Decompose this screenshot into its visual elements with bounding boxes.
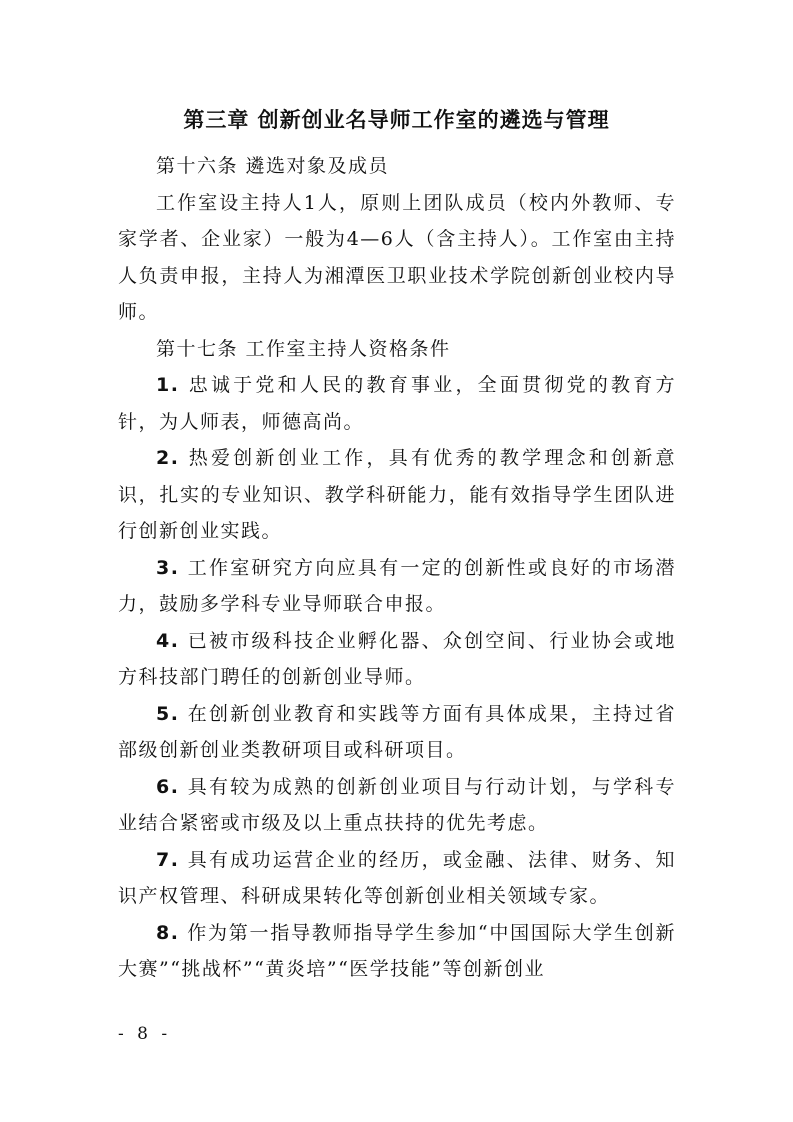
page-number: - 8 - <box>118 1024 172 1044</box>
article16-text: 工作室设主持人1人，原则上团队成员（校内外教师、专家学者、企业家）一般为4—6人（含主持人）。工作室由主持人负责申报，主持人为湘潭医卫职业技术学院创新创业校内导师。 <box>118 191 676 323</box>
article17-item-1 <box>118 367 676 440</box>
item-number: 4. <box>156 629 180 652</box>
item-number: 6. <box>156 775 180 798</box>
article16-heading: 第十六条 遴选对象及成员 <box>156 155 390 177</box>
article17-item-7 <box>118 842 676 915</box>
article17-item-2 <box>118 440 676 550</box>
item-text: 在创新创业教育和实践等方面有具体成果，主持过省部级创新创业类教研项目或科研项目。 <box>118 702 676 761</box>
item-text: 已被市级科技企业孵化器、众创空间、行业协会或地方科技部门聘任的创新创业导师。 <box>118 629 676 688</box>
document-body <box>118 148 676 988</box>
item-text: 热爱创新创业工作，具有优秀的教学理念和创新意识，扎实的专业知识、教学科研能力，能有效指导学生团队进行创新创业实践。 <box>118 447 676 542</box>
item-number: 8. <box>156 921 180 944</box>
article17-heading: 第十七条 工作室主持人资格条件 <box>156 337 451 360</box>
item-number: 1. <box>156 374 180 396</box>
item-number: 2. <box>156 447 180 469</box>
article17-item-6 <box>118 769 676 842</box>
item-number: 5. <box>156 702 180 725</box>
item-text: 作为第一指导教师指导学生参加“中国国际大学生创新大赛”“挑战杯”“黄炎培”“医学技能”等创新创业 <box>118 921 676 980</box>
article17-item-8 <box>118 915 676 988</box>
item-number: 7. <box>156 848 180 871</box>
item-number: 3. <box>156 556 180 579</box>
item-text: 具有较为成熟的创新创业项目与行动计划，与学科专业结合紧密或市级及以上重点扶持的优先考虑。 <box>118 775 676 834</box>
item-text: 具有成功运营企业的经历，或金融、法律、财务、知识产权管理、科研成果转化等创新创业相关领域专家。 <box>118 848 676 907</box>
article17-item-5 <box>118 696 676 769</box>
chapter-title: 第三章 创新创业名导师工作室的遴选与管理 <box>183 108 610 132</box>
article17-item-3 <box>118 550 676 623</box>
item-text: 忠诚于党和人民的教育事业，全面贯彻党的教育方针，为人师表，师德高尚。 <box>118 374 676 433</box>
article17-item-4 <box>118 623 676 696</box>
item-text: 工作室研究方向应具有一定的创新性或良好的市场潜力，鼓励多学科专业导师联合申报。 <box>118 556 676 615</box>
